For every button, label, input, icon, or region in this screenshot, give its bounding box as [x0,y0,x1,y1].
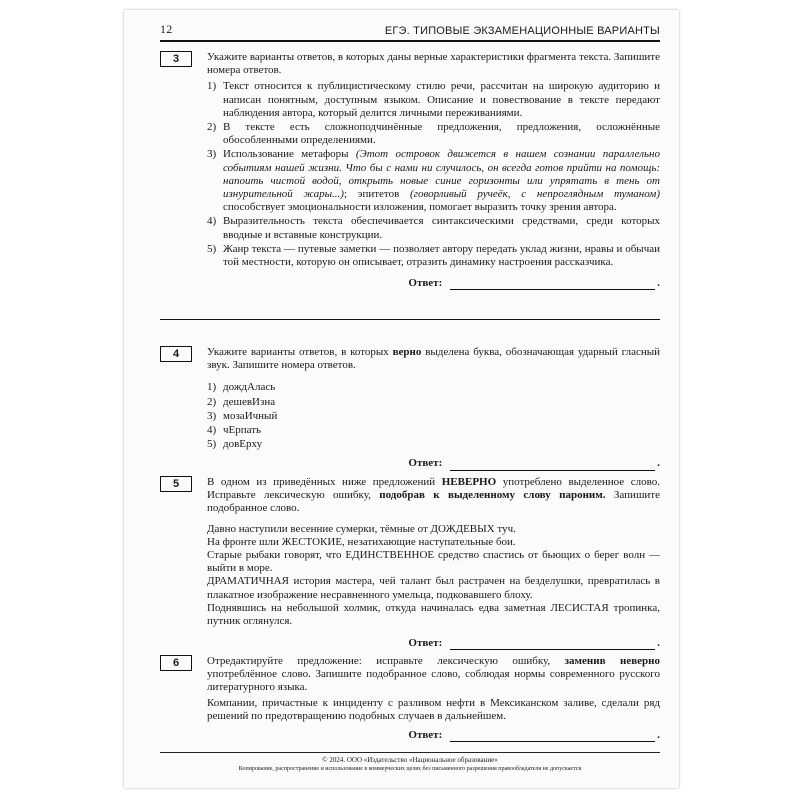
answer-line[interactable] [450,278,655,290]
answer-line[interactable] [450,730,655,742]
section-divider [160,319,660,320]
answer-line[interactable] [450,638,655,650]
sentence: Поднявшись на небольшой холмик, откуда начиналась едва заметная ЛЕСИСТАЯ тропинка, путник оглянулся. [207,601,660,628]
task-3 [160,51,660,290]
task-6 [160,655,660,742]
page-number: 12 [160,22,173,36]
task-number-box: 3 [160,51,192,67]
sentence: Старые рыбаки говорят, что ЕДИНСТВЕННОЕ средство спастись от бьющих о берег волн — выйти в море. [207,549,660,575]
option-item: 3) мозаИчный [207,409,278,422]
answer-label: Ответ: [408,729,443,742]
sentence: На фронте шли ЖЕСТОКИЕ, незатихающие наступательные бои. [207,535,516,548]
page [124,10,679,788]
answer-options [207,80,660,269]
task-number-box: 4 [160,346,192,362]
task-number-box: 5 [160,476,192,492]
page-footer [160,752,660,773]
answer-options [207,381,660,451]
option-item: 2) дешевИзна [207,395,276,408]
sentence: ДРАМАТИЧНАЯ история мастера, чей талант был растрачен на безделушки, превратилась в плакатное изображение несравненного умельца, подковавшего блоху. [207,575,660,601]
answer-label: Ответ: [408,457,443,470]
option-item: 1) дождАлась [207,381,276,394]
sentence-list [207,523,660,629]
option-item: 5) довЕрху [207,438,263,451]
option-item: 4) Выразительность текста обеспечивается синтаксическими средствами, среди которых вводные и вставные конструкции. [207,215,660,241]
answer-field[interactable]: Ответ: . [408,637,660,650]
answer-label: Ответ: [408,277,443,290]
sentence: Давно наступили весенние сумерки, тёмные от ДОЖДЕВЫХ туч. [207,522,516,535]
option-item: 2) В тексте есть сложноподчинённые предложения, предложения, осложнённые обособленными определениями. [207,121,660,147]
task-4 [160,346,660,471]
task-number-box: 6 [160,655,192,671]
option-item: 3) Использование метафоры (Этот островок движется в нашем сознании параллельно событиям нашей жизни. Что бы с нами ни случилось, он всегда готов прийти на помощь: напоить чистой водой, открыть новые синие горизонты или упрятать в тень от изнурительной жары...); эпитетов (говорливый ручеёк, с непроглядным туманом) способствует эмоциональности изложения, помогает выразить точку зрения автора. [207,148,660,214]
copyright-notice: Копирование, распространение и использование в коммерческих целях без письменного разрешения правообладателя не допускается [238,765,582,772]
task-question: В одном из приведённых ниже предложений НЕВЕРНО употреблено выделенное слово. Исправьте лексическую ошибку, подобрав к выделенному слову пароним. Запишите подобранное слово. [207,476,660,515]
answer-line[interactable] [450,459,655,471]
answer-field[interactable]: Ответ: . [408,277,660,290]
sentence: Компании, причастные к инциденту с разливом нефти в Мексиканском заливе, сделали ряд решений по предотвращению подобных случаев в дальнейшем. [207,696,660,722]
task-question: Укажите варианты ответов, в которых верно выделена буква, обозначающая ударный гласный звук. Запишите номера ответов. [207,346,660,372]
task-question: Укажите варианты ответов, в которых даны верные характеристики фрагмента текста. Запишите номера ответов. [207,51,660,77]
option-item: 5) Жанр текста — путевые заметки — позволяет автору передать уклад жизни, нравы и обычаи той местности, которую он описывает, отразить динамику настроения рассказчика. [207,242,660,269]
header-title: ЕГЭ. ТИПОВЫЕ ЭКЗАМЕНАЦИОННЫЕ ВАРИАНТЫ [384,25,660,37]
answer-label: Ответ: [408,637,443,650]
copyright-line: © 2024. ООО «Издательство «Национальное образование» [322,756,498,764]
task-5 [160,476,660,650]
answer-field[interactable]: Ответ: . [408,729,660,742]
task-question: Отредактируйте предложение: исправьте лексическую ошибку, заменив неверно употреблённое слово. Запишите подобранное слово, соблюдая нормы современного русского литературного языка. [207,655,660,694]
answer-field[interactable]: Ответ: . [408,457,660,470]
page-header [160,22,660,42]
option-item: 1) Текст относится к публицистическому стилю речи, рассчитан на широкую аудиторию и написан понятным, доступным языком. Описание и повествование в тексте передают наблюдения автора, который делится личными переживаниями. [207,80,660,119]
option-item: 4) чЕрпать [207,424,262,437]
